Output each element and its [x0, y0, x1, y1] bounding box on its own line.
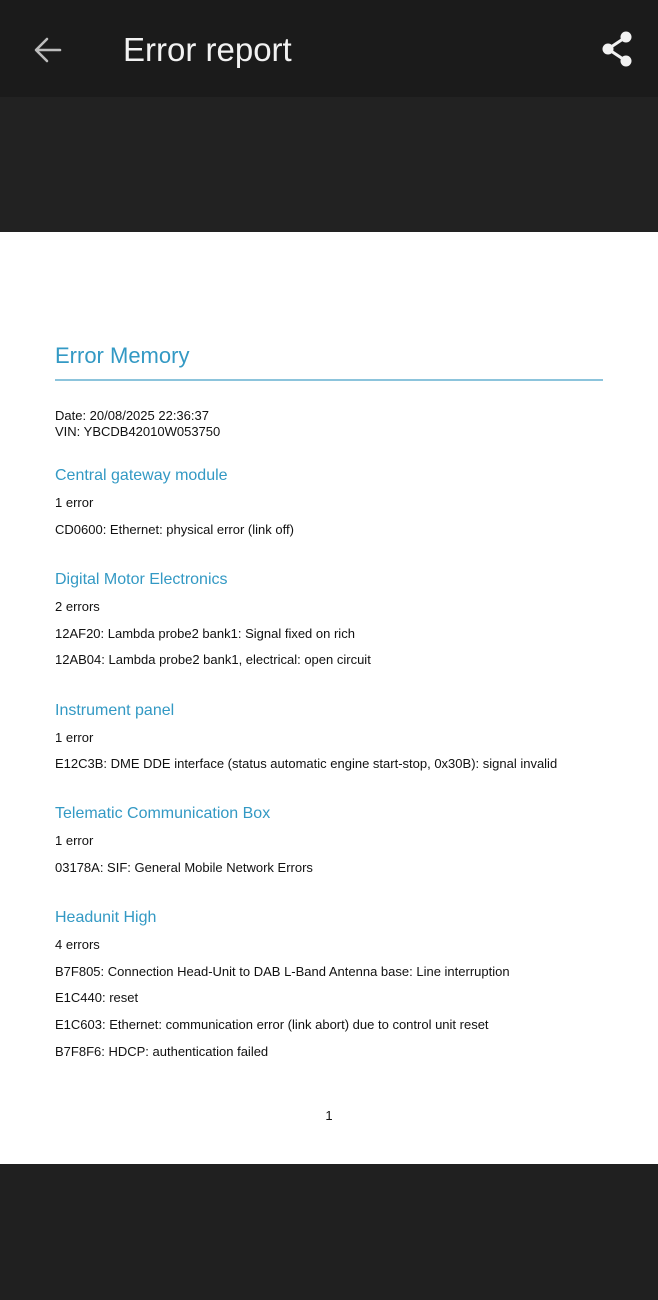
error-count: 2 errors — [55, 599, 100, 614]
arrow-left-icon — [32, 34, 64, 66]
page-number: 1 — [325, 1108, 333, 1123]
viewer-background-bottom — [0, 1164, 658, 1300]
error-item: 03178A: SIF: General Mobile Network Errors — [55, 860, 313, 875]
back-button[interactable] — [24, 26, 72, 74]
section-title: Digital Motor Electronics — [55, 571, 228, 588]
section-title: Headunit High — [55, 909, 157, 926]
error-count: 1 error — [55, 495, 94, 510]
report-date: Date: 20/08/2025 22:36:37 — [55, 408, 209, 423]
error-item: E12C3B: DME DDE interface (status automatic engine start-stop, 0x30B): signal invalid — [55, 756, 558, 771]
document-page[interactable] — [0, 232, 658, 1164]
app-bar — [0, 0, 658, 97]
report-vin: VIN: YBCDB42010W053750 — [55, 424, 221, 439]
error-item: B7F8F6: HDCP: authentication failed — [55, 1044, 269, 1059]
error-item: 12AB04: Lambda probe2 bank1, electrical: open circuit — [55, 652, 371, 667]
error-item: E1C603: Ethernet: communication error (link abort) due to control unit reset — [55, 1017, 489, 1032]
error-item: 12AF20: Lambda probe2 bank1: Signal fixed on rich — [55, 626, 355, 641]
heading-divider — [55, 379, 603, 381]
error-item: E1C440: reset — [55, 990, 139, 1005]
section-title: Instrument panel — [55, 702, 175, 719]
section-title: Central gateway module — [55, 467, 228, 484]
error-item: B7F805: Connection Head-Unit to DAB L-Band Antenna base: Line interruption — [55, 964, 510, 979]
error-item: CD0600: Ethernet: physical error (link off) — [55, 522, 294, 537]
share-button[interactable] — [592, 24, 642, 74]
viewer-background — [0, 97, 658, 232]
share-icon — [599, 30, 635, 68]
page-title: Error report — [123, 31, 292, 68]
error-count: 4 errors — [55, 937, 100, 952]
error-count: 1 error — [55, 730, 94, 745]
section-title: Telematic Communication Box — [55, 805, 271, 822]
document-heading: Error Memory — [55, 343, 190, 368]
error-count: 1 error — [55, 833, 94, 848]
